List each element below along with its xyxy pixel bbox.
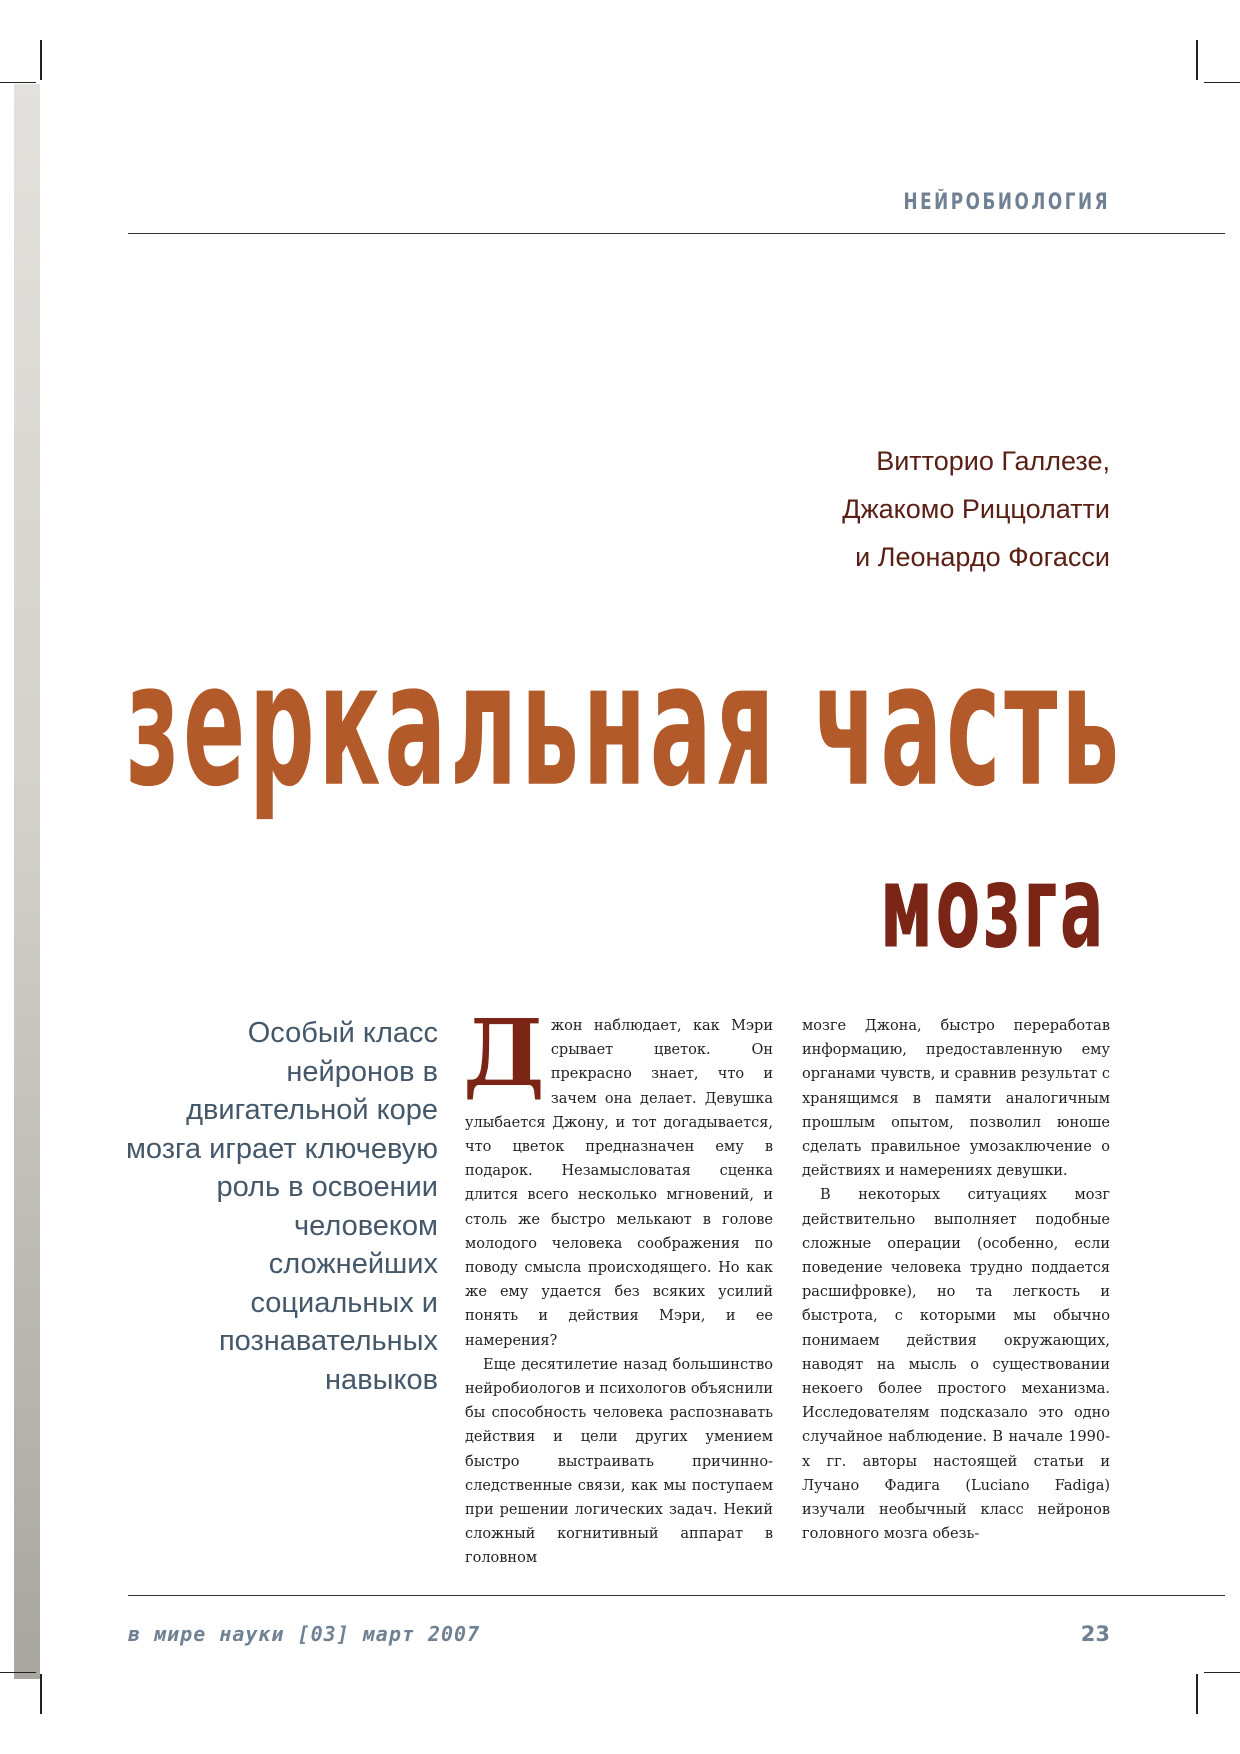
- author-line-1: Витторио Галлезе,: [876, 446, 1110, 476]
- crop-mark-bl-h: [0, 1672, 36, 1673]
- article-subtitle: мозга: [879, 839, 1106, 975]
- paragraph: мозге Джона, быстро переработав информацию, предоставленную ему органами чувств, и сравнив результат с хранящимся в памяти аналогичным прошлым опытом, позволил юноше сделать правильное умозаключение о действиях и намерениях девушки.: [802, 1018, 1110, 1180]
- author-line-3: и Леонардо Фогасси: [855, 542, 1110, 572]
- crop-mark-br-h: [1204, 1672, 1240, 1673]
- paragraph: В некоторых ситуациях мозг действительно выполняет подобные сложные операции (особенно, если поведение человека трудно поддается расшифровке), но та легкость и быстрота, с которыми мы обычно понимаем действия окружающих, наводят на мысль о существовании некоего более простого механизма. Исследователям подсказало это одно случайное наблюдение. В начале 1990-х гг. авторы настоящей статьи и Лучано Фадига (Luciano Fadiga) изучали необычный класс нейронов головного мозга обезь-: [802, 1187, 1110, 1543]
- article-title: зеркальная часть: [126, 626, 1123, 824]
- paragraph: [463, 999, 773, 1353]
- journal-info: в мире науки [03] март 2007: [128, 1622, 481, 1646]
- page-number: 23: [1080, 1622, 1110, 1646]
- crop-mark-bl-v: [40, 1674, 42, 1714]
- footer-rule: [128, 1595, 1225, 1596]
- crop-mark-tr-h: [1204, 82, 1240, 83]
- article-column-1: [463, 999, 773, 1571]
- paragraph-text: жон наблюдает, как Мэри срывает цветок. Он прекрасно знает, что и зачем она делает. Девушка улыбается Джону, и тот догадывается, что цветок предназначен ему в подарок. Незамысловатая сценка длится всего несколько мгновений, и столь же быстро мелькают в голове молодого человека соображения по поводу смысла происходящего. Но как же ему удается без всяких усилий понять и действия Мэри, и ее намерения?: [465, 1018, 773, 1349]
- crop-mark-br-v: [1196, 1674, 1198, 1714]
- article-column-2: [802, 1014, 1110, 1546]
- drop-cap: Д: [463, 999, 545, 1107]
- side-strip: [14, 84, 40, 1679]
- crop-mark-tl-v: [40, 40, 42, 80]
- paragraph: Еще десятилетие назад большинство нейробиологов и психологов объяснили бы способность человека распознавать действия и цели других умением быстро выстраивать причинно-следственные связи, как мы поступаем при решении логических задач. Некий сложный когнитивный аппарат в головном: [465, 1356, 773, 1567]
- crop-mark-tr-v: [1196, 40, 1198, 80]
- crop-mark-tl-h: [0, 82, 36, 83]
- lead-paragraph: Особый класс нейронов в двигательной коре мозга играет ключевую роль в освоении человеком сложнейших социальных и познавательных навыков: [125, 1017, 438, 1396]
- header-rule: [128, 233, 1225, 234]
- author-line-2: Джакомо Риццолатти: [842, 494, 1110, 524]
- section-title: НЕЙРОБИОЛОГИЯ: [903, 190, 1110, 215]
